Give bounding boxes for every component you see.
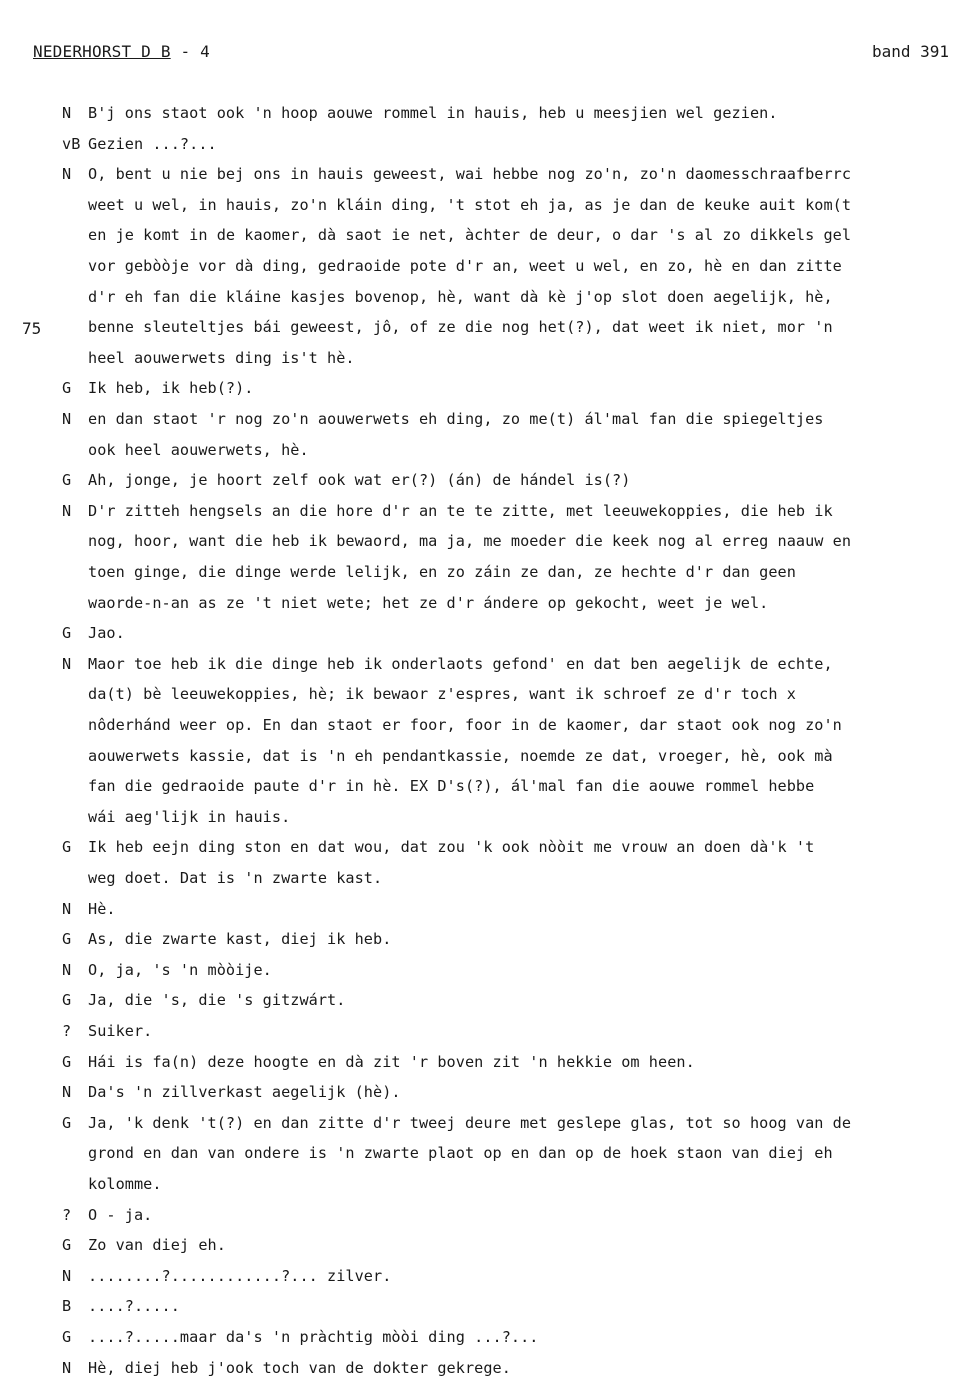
utterance-text: Zo van diej eh. (88, 1236, 226, 1254)
transcript-line (62, 196, 851, 214)
speaker-label: G (62, 1114, 72, 1132)
utterance-text: O, ja, 's 'n mòòije. (88, 961, 272, 979)
speaker-label: N (62, 165, 72, 183)
speaker-label: N (62, 1359, 72, 1377)
speaker-label: G (62, 471, 72, 489)
transcript-line (62, 1114, 851, 1132)
speaker-label: G (62, 991, 72, 1009)
utterance-text: ook heel aouwerwets, hè. (88, 441, 309, 459)
transcript-line (62, 930, 391, 948)
transcript-line (62, 594, 768, 612)
transcript-line (62, 1083, 401, 1101)
transcript-line (62, 165, 851, 183)
transcript-line (62, 135, 217, 153)
speaker-label: N (62, 1267, 72, 1285)
transcript-line (62, 1175, 162, 1193)
speaker-label: ? (62, 1022, 72, 1040)
utterance-text: Ja, die 's, die 's gitzwárt. (88, 991, 346, 1009)
utterance-text: vor gebòòje vor dà ding, gedraoide pote d'r an, weet u wel, en zo, hè en dan zitte (88, 257, 842, 275)
speaker-label: N (62, 502, 72, 520)
transcript-line (62, 838, 814, 856)
speaker-label: G (62, 1236, 72, 1254)
transcript-line (62, 349, 355, 367)
utterance-text: D'r zitteh hengsels an die hore d'r an te te zitte, met leeuwekoppies, die heb ik (88, 502, 833, 520)
transcript-line (62, 532, 851, 550)
transcript-line (62, 961, 272, 979)
utterance-text: waorde-n-an as ze 't niet wete; het ze d'r ándere op gekocht, weet je wel. (88, 594, 769, 612)
utterance-text: Suiker. (88, 1022, 153, 1040)
speaker-label: N (62, 104, 72, 122)
title-underlined: NEDERHORST D B (33, 42, 171, 61)
utterance-text: Maor toe heb ik die dinge heb ik onderlaots gefond' en dat ben aegelijk de echte, (88, 655, 833, 673)
speaker-label: N (62, 1083, 72, 1101)
transcript-line (62, 1236, 226, 1254)
utterance-text: nog, hoor, want die heb ik bewaord, ma ja, me moeder die keek nog al erreg naauw en (88, 532, 852, 550)
transcript-line (62, 471, 630, 489)
speaker-label: ? (62, 1206, 72, 1224)
transcript-line (62, 747, 833, 765)
utterance-text: heel aouwerwets ding is't hè. (88, 349, 355, 367)
transcript-line (62, 900, 116, 918)
utterance-text: benne sleuteltjes bái geweest, jô, of ze die nog het(?), dat weet ik niet, mor 'n (88, 318, 833, 336)
speaker-label: vB (62, 135, 81, 153)
utterance-text: grond en dan van ondere is 'n zwarte plaot op en dan op de hoek staon van diej eh (88, 1144, 833, 1162)
transcript-line (62, 1328, 539, 1346)
transcript-line (62, 379, 254, 397)
utterance-text: kolomme. (88, 1175, 162, 1193)
transcript-line (62, 318, 833, 336)
transcript-line (62, 257, 842, 275)
speaker-label: G (62, 624, 72, 642)
utterance-text: fan die gedraoide paute d'r in hè. EX D's(?), ál'mal fan die aouwe rommel hebbe (88, 777, 815, 795)
title-suffix: - 4 (170, 42, 211, 61)
transcript-line (62, 716, 842, 734)
transcript-line (62, 1144, 833, 1162)
transcript-line (62, 563, 796, 581)
band-label: band 391 (872, 42, 950, 61)
transcript-line (62, 777, 814, 795)
transcript-line (62, 1359, 511, 1377)
utterance-text: ....?..... (88, 1297, 180, 1315)
utterance-text: Da's 'n zillverkast aegelijk (hè). (88, 1083, 401, 1101)
utterance-text: wái aeg'lijk in hauis. (88, 808, 291, 826)
speaker-label: N (62, 410, 72, 428)
utterance-text: weg doet. Dat is 'n zwarte kast. (88, 869, 383, 887)
utterance-text: Hè, diej heb j'ook toch van de dokter gekrege. (88, 1359, 511, 1377)
transcript-line (62, 441, 309, 459)
speaker-label: G (62, 1053, 72, 1071)
speaker-label: N (62, 655, 72, 673)
margin-line-number: 75 (22, 319, 42, 338)
transcript-line (62, 104, 778, 122)
transcript-line (62, 1297, 180, 1315)
transcript-line (62, 655, 833, 673)
utterance-text: As, die zwarte kast, diej ik heb. (88, 930, 392, 948)
utterance-text: ........?............?... zilver. (88, 1267, 392, 1285)
transcript-line (62, 808, 290, 826)
utterance-text: aouwerwets kassie, dat is 'n eh pendantkassie, noemde ze dat, vroeger, hè, ook mà (88, 747, 833, 765)
speaker-label: G (62, 1328, 72, 1346)
transcript-line (62, 288, 833, 306)
utterance-text: d'r eh fan die kláine kasjes bovenop, hè, want dà kè j'op slot doen aegelijk, hè, (88, 288, 833, 306)
speaker-label: G (62, 379, 72, 397)
transcript-line (62, 1206, 152, 1224)
speaker-label: B (62, 1297, 72, 1315)
utterance-text: Ik heb, ik heb(?). (88, 379, 254, 397)
speaker-label: N (62, 961, 72, 979)
utterance-text: weet u wel, in hauis, zo'n kláin ding, 't stot eh ja, as je dan de keuke auit kom(t (88, 196, 852, 214)
speaker-label: G (62, 930, 72, 948)
utterance-text: Ah, jonge, je hoort zelf ook wat er(?) (án) de hándel is(?) (88, 471, 631, 489)
utterance-text: ....?.....maar da's 'n pràchtig mòòi ding ...?... (88, 1328, 539, 1346)
transcript-line (62, 1267, 391, 1285)
utterance-text: Ja, 'k denk 't(?) en dan zitte d'r tweej deure met geslepe glas, tot so hoog van de (88, 1114, 852, 1132)
transcript-line (62, 502, 833, 520)
transcript-line (62, 1022, 152, 1040)
utterance-text: en je komt in de kaomer, dà saot ie net, àchter de deur, o dar 's al zo dikkels gel (88, 226, 852, 244)
utterance-text: O - ja. (88, 1206, 153, 1224)
speaker-label: G (62, 838, 72, 856)
transcript-line (62, 1053, 695, 1071)
utterance-text: en dan staot 'r nog zo'n aouwerwets eh ding, zo me(t) ál'mal fan die spiegeltjes (88, 410, 824, 428)
utterance-text: Jao. (88, 624, 125, 642)
utterance-text: O, bent u nie bej ons in hauis geweest, wai hebbe nog zo'n, zo'n daomesschraafberrc (88, 165, 852, 183)
transcript-line (62, 624, 125, 642)
utterance-text: nôderhánd weer op. En dan staot er foor, foor in de kaomer, dar staot ook nog zo'n (88, 716, 842, 734)
transcript-line (62, 410, 824, 428)
utterance-text: Hái is fa(n) deze hoogte en dà zit 'r boven zit 'n hekkie om heen. (88, 1053, 695, 1071)
transcript-line (62, 685, 796, 703)
utterance-text: Hè. (88, 900, 116, 918)
utterance-text: Ik heb eejn ding ston en dat wou, dat zou 'k ook nòòit me vrouw an doen dà'k 't (88, 838, 815, 856)
transcript-line (62, 226, 851, 244)
utterance-text: Gezien ...?... (88, 135, 217, 153)
document-title (33, 42, 210, 61)
utterance-text: B'j ons staot ook 'n hoop aouwe rommel in hauis, heb u meesjien wel gezien. (88, 104, 778, 122)
utterance-text: da(t) bè leeuwekoppies, hè; ik bewaor z'espres, want ik schroef ze d'r toch x (88, 685, 796, 703)
transcript-line (62, 869, 382, 887)
transcript-line (62, 991, 345, 1009)
utterance-text: toen ginge, die dinge werde lelijk, en zo záin ze dan, ze hechte d'r dan geen (88, 563, 796, 581)
speaker-label: N (62, 900, 72, 918)
